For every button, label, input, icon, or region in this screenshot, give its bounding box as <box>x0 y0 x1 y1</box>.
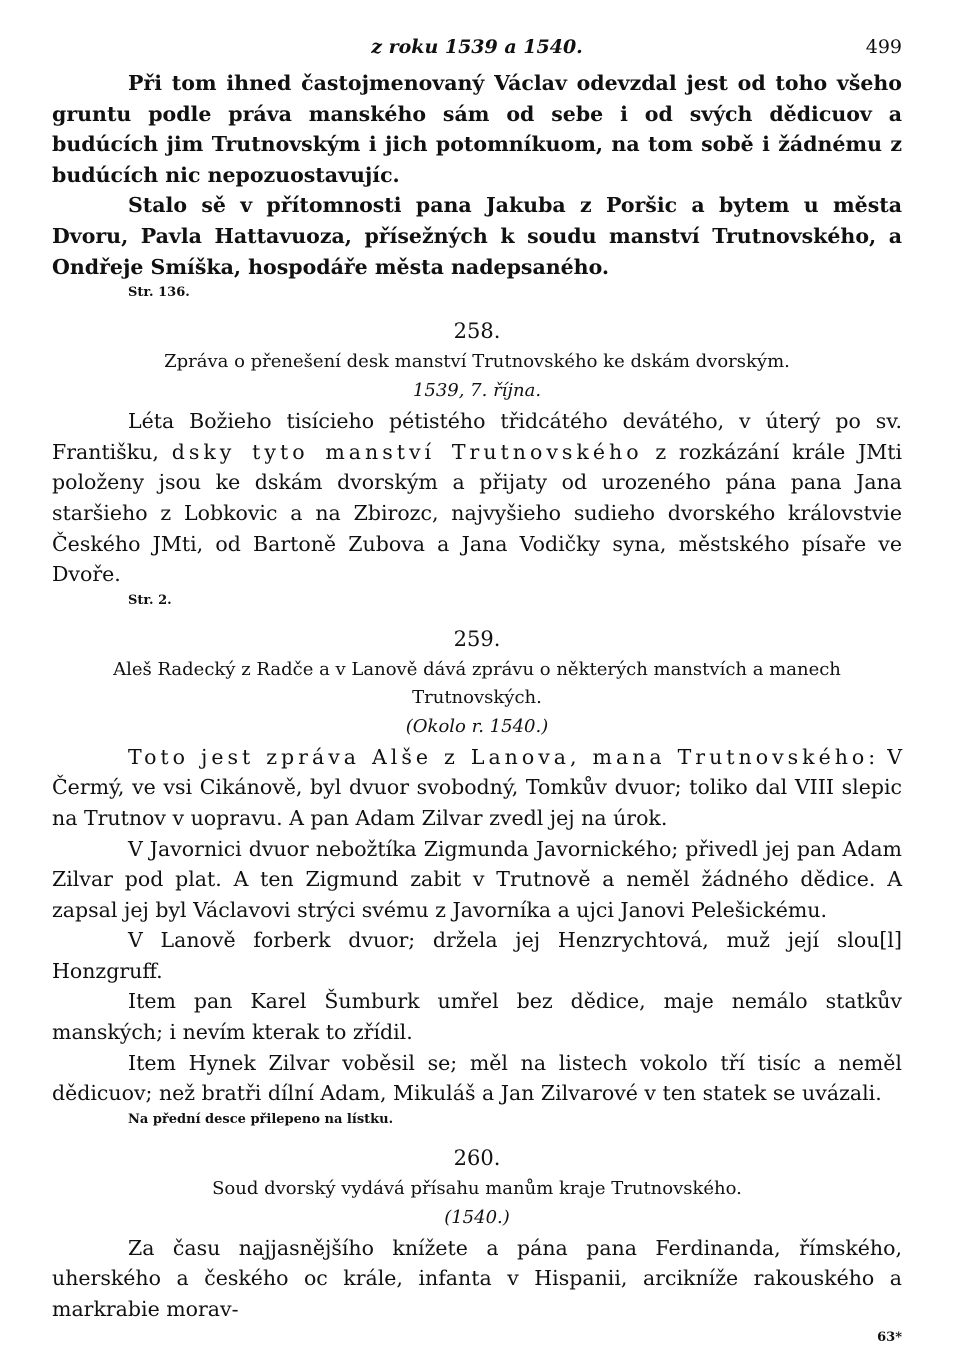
paragraph: Stalo sě v přítomnosti pana Jakuba z Poršic a bytem u města Dvoru, Pavla Hattavuoza, přísežných k soudu manství Trutnovského, a Ondřeje Smíška, hospodáře města nadepsaného. <box>52 193 902 279</box>
spaced-text: dsky tyto manství Trutnovského <box>171 439 643 464</box>
paragraph-text: V Čermý, ve vsi Cikánově, byl dvuor svobodný, Tomkův dvuor; toliko dal VIII slepic na Trutnov v uopravu. A pan Adam Zilvar zvedl jej na úrok. <box>52 744 902 830</box>
page-number: 499 <box>865 36 902 58</box>
section-date: 1539, 7. října. <box>412 380 542 402</box>
signature-mark: 63* <box>877 1329 902 1345</box>
paragraph-text: Léta Božieho tisícieho pétistého třidcátého devátého, v úterý po sv. Františku, <box>52 409 902 464</box>
section-title: Soud dvorský vydává přísahu manům kraje Trutnovského. <box>212 1177 742 1199</box>
paragraph <box>52 406 902 590</box>
section-title: Zpráva o přenešení desk manství Trutnovského ke dskám dvorským. <box>164 351 790 373</box>
paragraph <box>52 742 902 834</box>
paragraph: Při tom ihned častojmenovaný Václav odevzdal jest od toho všeho gruntu podle práva manského sám od sebe i od svých dědicuov a budúcích jim Trutnovským i jich potomníkuom, na tom sobě i žádnému z budúcích nic nepozuostavujíc. <box>52 71 902 187</box>
section-date: (Okolo r. 1540.) <box>405 715 549 737</box>
section-258 <box>52 314 902 612</box>
section-number: 259. <box>453 626 501 651</box>
source-note: Str. 2. <box>128 592 172 608</box>
paragraph-text: z rozkázání krále JMti položeny jsou ke dskám dvorským a přijaty od urozeného pána pana Jana staršieho z Lobkovic a na Zbirozc, najvyšieho sudieho dvorského královstvie Českého JMti, od Bartoně Zubova a Jana Vodičky syna, městského písaře ve Dvoře. <box>52 439 903 587</box>
paragraph: V Lanově forberk dvuor; držela jej Henzrychtová, muž její slou[l] Honzgruff. <box>52 928 902 983</box>
spaced-text: Toto jest zpráva Alše z Lanova, mana Trutnovského: <box>128 744 880 769</box>
paragraph: Item pan Karel Šumburk umřel bez dědice, maje nemálo statkův manských; i nevím kterak to zřídil. <box>52 989 902 1045</box>
section-number: 260. <box>453 1145 501 1170</box>
paragraph: Za času najjasnějšího knížete a pána pana Ferdinanda, římského, uherského a českého oc krále, infanta v Hispanii, arcikníže rakouského a markrabie morav- <box>52 1235 902 1322</box>
section-260 <box>52 1141 902 1325</box>
running-title: z roku 1539 a 1540. <box>371 36 583 58</box>
paragraph: Item Hynek Zilvar voběsil se; měl na listech vokolo tří tisíc a neměl dědicuov; než bratři dílní Adam, Mikuláš a Jan Zilvarové v ten statek se uvázali. <box>52 1050 902 1106</box>
section-259 <box>52 622 902 1131</box>
paragraph: V Javornici dvuor nebožtíka Zigmunda Javornického; přivedl jej pan Adam Zilvar pod plat. A ten Zigmund zabit v Trutnově a neměl žádného dědice. A zapsal jej byl Václavovi strýci svému z Javorníka a ujci Janovi Pelešickému. <box>52 836 902 922</box>
section-date: (1540.) <box>444 1206 510 1228</box>
source-note: Str. 136. <box>128 285 190 301</box>
section-number: 258. <box>453 319 501 344</box>
section-title: Aleš Radecký z Radče a v Lanově dává zprávu o některých manstvích a manech Trutnovských. <box>113 658 841 708</box>
source-note: Na přední desce přilepeno na lístku. <box>128 1111 394 1127</box>
document-page <box>52 36 902 1351</box>
page-header <box>52 36 902 68</box>
